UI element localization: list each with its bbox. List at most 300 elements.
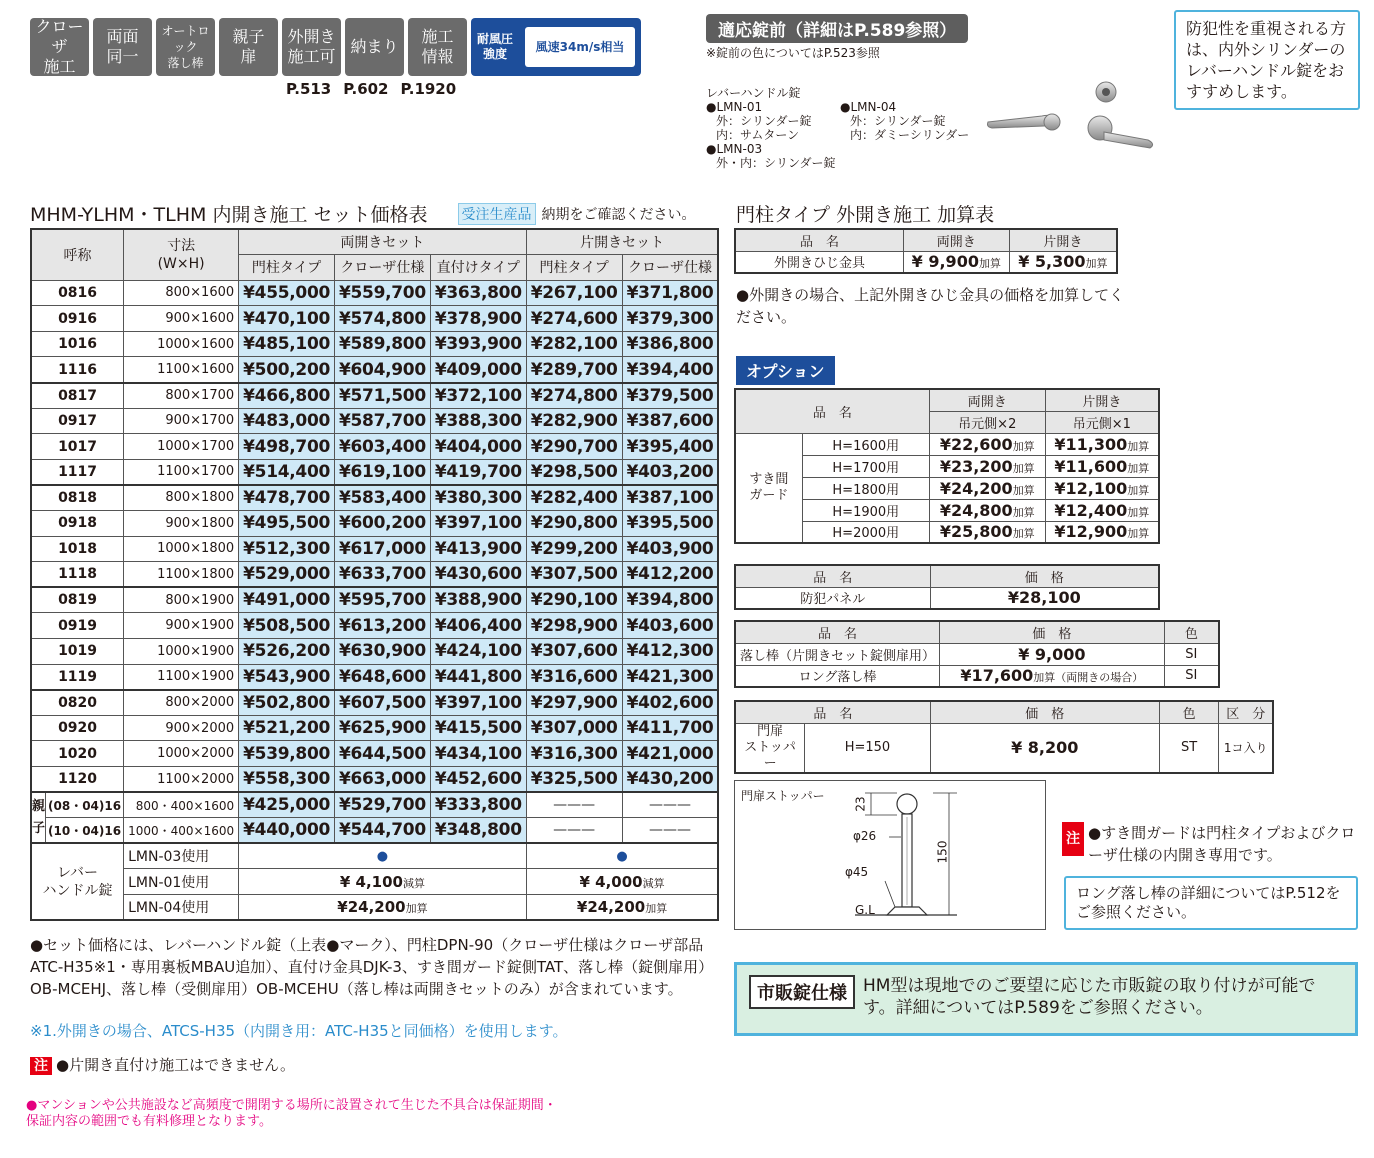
made-to-order-tag: 受注生産品 (458, 203, 536, 225)
row-size: 1000×1600 (124, 331, 239, 357)
gap-label: すき間 ガード (735, 433, 802, 543)
price-cell: ¥455,000 (239, 280, 335, 306)
height-cell: H=1800用 (802, 477, 929, 499)
row-code: 0816 (31, 280, 124, 306)
price-cell: ¥452,600 (430, 766, 526, 792)
price-cell: ¥412,200 (622, 562, 718, 588)
header-double: 両開きセット (239, 229, 527, 255)
header-single: 片開きセット (526, 229, 718, 255)
item-height: H=150 (805, 723, 931, 773)
price-cell: ¥521,200 (239, 715, 335, 741)
price-cell: ¥558,300 (239, 766, 335, 792)
price-cell: ¥613,200 (335, 613, 431, 639)
price-cell: ¥595,700 (335, 587, 431, 613)
price-cell: ¥307,600 (526, 639, 622, 665)
price-cell: ¥502,800 (239, 690, 335, 716)
row-size: 800×1900 (124, 587, 239, 613)
outside-note: ●外開きの場合、上記外開きひじ金具の価格を加算してください。 (736, 286, 1125, 326)
price-cell: ¥419,700 (430, 459, 526, 485)
table-row (31, 306, 718, 332)
price-cell: ¥543,900 (239, 664, 335, 690)
lock-title: 適応錠前（詳細はP.589参照） (706, 14, 968, 43)
feature-badges (30, 18, 641, 76)
item-name: 防犯パネル (735, 587, 930, 609)
lever-handle-image (984, 78, 1164, 158)
price-cell: ¥394,400 (622, 357, 718, 383)
price-cell: ¥495,500 (239, 511, 335, 537)
price-cell: ¥387,600 (622, 408, 718, 434)
price-cell: ¥633,700 (335, 562, 431, 588)
price-cell: ¥333,800 (430, 792, 526, 818)
lever-double: ¥ 4,100減算 (239, 869, 527, 895)
price-cell: ¥371,800 (622, 280, 718, 306)
lever-name: LMN-03使用 (124, 843, 239, 869)
price-cell: ¥ 5,300加算 (1009, 251, 1117, 273)
price-cell: ¥395,500 (622, 511, 718, 537)
row-code: 0919 (31, 613, 124, 639)
color-cell: SI (1164, 665, 1219, 687)
lock-item-lmn01 (706, 100, 836, 170)
table-row (31, 434, 718, 460)
row-size: 1000・400×1600 (124, 818, 239, 844)
panel-table (734, 564, 1160, 610)
dash-cell: ——— (622, 792, 718, 818)
lock-item-lmn04 (840, 100, 969, 142)
diagram-title: 門扉ストッパー (741, 789, 825, 803)
tag-note: 納期をご確認ください。 (541, 206, 696, 223)
lock-note: ※錠前の色についてはP.523参照 (706, 46, 880, 60)
price-cell: ¥544,700 (335, 818, 431, 844)
price-cell: ¥397,100 (430, 690, 526, 716)
price-cell: ¥512,300 (239, 536, 335, 562)
header-color: 色 (1159, 701, 1219, 723)
header-double-sub: 吊元側×2 (929, 411, 1045, 433)
price-cell: ¥363,800 (430, 280, 526, 306)
price-cell: ¥348,800 (430, 818, 526, 844)
lock-group: レバーハンドル錠 (706, 86, 801, 100)
color-cell: ST (1159, 723, 1219, 773)
badge-install-info: 施工 情報 (408, 18, 467, 76)
price-cell: ¥421,300 (622, 664, 718, 690)
header-name: 呼称 (31, 229, 124, 280)
price-cell: ¥282,900 (526, 408, 622, 434)
lock-item-desc: 内：サムターン (716, 128, 800, 142)
badge-both-sides: 両面 同一 (93, 18, 152, 76)
stopper-table (734, 700, 1274, 774)
row-code: 0819 (31, 587, 124, 613)
table-row (31, 818, 718, 844)
header-size: 寸法 (W×H) (124, 229, 239, 280)
table-row (31, 715, 718, 741)
row-code: 1016 (31, 331, 124, 357)
table-row (31, 280, 718, 306)
price-cell: ¥539,800 (239, 741, 335, 767)
header-col: 直付けタイプ (430, 255, 526, 281)
color-cell: SI (1164, 643, 1219, 665)
lever-name: LMN-04使用 (124, 894, 239, 920)
header-color: 色 (1164, 621, 1219, 643)
table-row (31, 383, 718, 409)
row-code: 1120 (31, 766, 124, 792)
price-cell: ¥500,200 (239, 357, 335, 383)
outward-note: ※1.外開きの場合、ATCS-H35（内開き用：ATC-H35と同価格）を使用します。 (30, 1022, 568, 1040)
price-cell: ¥617,000 (335, 536, 431, 562)
row-size: 800×1600 (124, 280, 239, 306)
row-size: 1100×1900 (124, 664, 239, 690)
row-code: 1018 (31, 536, 124, 562)
row-code: 1117 (31, 459, 124, 485)
header-col: 門柱タイプ (526, 255, 622, 281)
header-col: クローザ仕様 (335, 255, 431, 281)
row-size: 800・400×1600 (124, 792, 239, 818)
price-cell: ¥ 9,900加算 (903, 251, 1009, 273)
price-cell: ¥415,500 (430, 715, 526, 741)
header-price: 価 格 (930, 701, 1159, 723)
lever-label: レバー ハンドル錠 (31, 843, 124, 920)
price-cell: ¥25,800加算 (929, 521, 1045, 543)
price-cell: ¥470,100 (239, 306, 335, 332)
header-name: 品 名 (735, 389, 929, 433)
badge-double-door: 親子 扉 (219, 18, 278, 76)
price-cell: ¥299,200 (526, 536, 622, 562)
price-cell: ¥325,500 (526, 766, 622, 792)
price-cell: ¥440,000 (239, 818, 335, 844)
header-name: 品 名 (735, 565, 930, 587)
price-cell: ¥12,400加算 (1045, 499, 1159, 521)
price-cell: ¥388,900 (430, 587, 526, 613)
table-row (31, 664, 718, 690)
price-cell: ¥379,500 (622, 383, 718, 409)
table-row (31, 766, 718, 792)
table-row (31, 485, 718, 511)
price-cell: ¥607,500 (335, 690, 431, 716)
price-cell: ¥589,800 (335, 331, 431, 357)
table-row (31, 843, 718, 869)
price-cell: ¥397,100 (430, 511, 526, 537)
set-contents-note: ●セット価格には、レバーハンドル錠（上表●マーク）、門柱DPN-90（クローザ仕様はクローザ部品ATC-H35※1・専用裏板MBAU追加）、直付け金具DJK-3、すき間ガード錠側TAT、落し棒（錠側扉用）OB-MCEHJ、落し棒（受側扉用）OB-MCEHU（落し棒は両開きセットのみ）が含まれています。 (30, 936, 706, 998)
page-ref: P.1920 (400, 80, 457, 98)
dim-150: 150 (935, 840, 950, 864)
header-single: 片開き (1045, 389, 1159, 411)
dim-26: φ26 (853, 829, 877, 843)
price-cell: ¥498,700 (239, 434, 335, 460)
lever-name: LMN-01使用 (124, 869, 239, 895)
row-size: 1000×2000 (124, 741, 239, 767)
item-name: 外開きひじ金具 (735, 251, 903, 273)
row-size: 800×1800 (124, 485, 239, 511)
dim-23: 23 (853, 796, 868, 812)
price-cell: ¥619,100 (335, 459, 431, 485)
price-cell: ¥274,800 (526, 383, 622, 409)
row-code: 1119 (31, 664, 124, 690)
gap-guard-note-text: ●すき間ガードは門柱タイプおよびクローザ仕様の内開き専用です。 (1088, 824, 1356, 864)
price-cell: ¥393,900 (430, 331, 526, 357)
item-name: 落し棒（片開きセット錠側扉用） (735, 643, 940, 665)
lever-single: ● (526, 843, 718, 869)
badge-autolock: オートロック 落し棒 (156, 18, 215, 76)
price-cell: ¥274,600 (526, 306, 622, 332)
badge-fitting: 納まり (345, 18, 404, 76)
price-cell: ¥571,500 (335, 383, 431, 409)
row-code: 1017 (31, 434, 124, 460)
item-name: ロング落し棒 (735, 665, 940, 687)
warranty-note: ●マンションや公共施設など高頻度で開閉する場所に設置されて生じた不具合は保証期間・保証内容の範囲でも有料修理となります。 (26, 1098, 557, 1129)
price-cell: ¥307,500 (526, 562, 622, 588)
price-cell: ¥17,600加算（両開きの場合） (940, 665, 1165, 687)
price-cell: ¥387,100 (622, 485, 718, 511)
row-code: 0916 (31, 306, 124, 332)
price-cell: ¥298,900 (526, 613, 622, 639)
main-table-title: MHM-YLHM・TLHM 内開き施工 セット価格表 (30, 204, 428, 226)
stopper-drawing (735, 781, 1045, 929)
header-unit: 区 分 (1219, 701, 1273, 723)
table-row (31, 331, 718, 357)
table-row (31, 690, 718, 716)
unit-cell: 1コ入り (1219, 723, 1273, 773)
price-cell: ¥529,700 (335, 792, 431, 818)
price-cell: ¥12,900加算 (1045, 521, 1159, 543)
price-cell: ¥514,400 (239, 459, 335, 485)
price-cell: ¥402,600 (622, 690, 718, 716)
table-row (31, 511, 718, 537)
price-cell: ¥380,300 (430, 485, 526, 511)
row-size: 1000×1700 (124, 434, 239, 460)
price-cell: ¥24,800加算 (929, 499, 1045, 521)
long-bolt-note: ロング落し棒の詳細についてはP.512をご参照ください。 (1064, 876, 1358, 930)
gap-guard-note (1062, 822, 1362, 866)
price-cell: ¥298,500 (526, 459, 622, 485)
caution-note (30, 1054, 295, 1077)
main-price-table (30, 228, 719, 921)
market-lock-box (734, 962, 1358, 1036)
price-cell: ¥282,400 (526, 485, 622, 511)
badge-closer: クローザ 施工 (30, 18, 89, 76)
lock-item-name: ●LMN-04 (840, 100, 897, 114)
price-cell: ¥430,200 (622, 766, 718, 792)
price-cell: ¥ 9,000 (940, 643, 1165, 665)
price-cell: ¥28,100 (930, 587, 1159, 609)
price-cell: ¥425,000 (239, 792, 335, 818)
row-size: 1100×1700 (124, 459, 239, 485)
row-code: (10・04)16 (46, 818, 124, 844)
header-col: 門柱タイプ (239, 255, 335, 281)
outside-title: 門柱タイプ 外開き施工 加算表 (736, 204, 995, 226)
header-double: 両開き (903, 229, 1009, 251)
bolt-table (734, 620, 1220, 688)
row-code: 0820 (31, 690, 124, 716)
price-cell: ¥406,400 (430, 613, 526, 639)
price-cell: ¥441,800 (430, 664, 526, 690)
price-cell: ¥409,000 (430, 357, 526, 383)
caution-mark: 注 (30, 1057, 52, 1075)
price-cell: ¥411,700 (622, 715, 718, 741)
table-row (31, 562, 718, 588)
gap-guard-table (734, 388, 1160, 544)
price-cell: ¥478,700 (239, 485, 335, 511)
table-row (31, 587, 718, 613)
price-cell: ¥24,200加算 (929, 477, 1045, 499)
price-cell: ¥22,600加算 (929, 433, 1045, 455)
price-cell: ¥574,800 (335, 306, 431, 332)
price-cell: ¥508,500 (239, 613, 335, 639)
row-code: 0920 (31, 715, 124, 741)
price-cell: ¥526,200 (239, 639, 335, 665)
page-refs (286, 80, 456, 98)
lock-item-desc: 外・内：シリンダー錠 (716, 156, 836, 170)
table-row (31, 792, 718, 818)
lock-item-desc: 外：シリンダー錠 (850, 114, 946, 128)
lock-item-desc: 外：シリンダー錠 (716, 114, 812, 128)
lever-single: ¥ 4,000減算 (526, 869, 718, 895)
header-name: 品 名 (735, 621, 940, 643)
price-cell: ¥394,800 (622, 587, 718, 613)
dim-45: φ45 (845, 865, 869, 879)
table-row (31, 613, 718, 639)
price-cell: ¥282,100 (526, 331, 622, 357)
price-cell: ¥648,600 (335, 664, 431, 690)
row-size: 900×1600 (124, 306, 239, 332)
row-size: 900×1900 (124, 613, 239, 639)
table-row (31, 869, 718, 895)
row-size: 800×2000 (124, 690, 239, 716)
lock-item-desc: 内：ダミーシリンダー (850, 128, 970, 142)
dash-cell: ——— (526, 818, 622, 844)
row-code: (08・04)16 (46, 792, 124, 818)
page-ref: P.513 (286, 80, 332, 98)
price-cell: ¥603,400 (335, 434, 431, 460)
row-size: 900×2000 (124, 715, 239, 741)
table-row (31, 536, 718, 562)
price-cell: ¥625,900 (335, 715, 431, 741)
price-cell: ¥434,100 (430, 741, 526, 767)
price-cell: ¥316,300 (526, 741, 622, 767)
row-size: 1000×1900 (124, 639, 239, 665)
row-code: 0818 (31, 485, 124, 511)
badge-outward: 外開き 施工可 (282, 18, 341, 76)
row-size: 1100×1800 (124, 562, 239, 588)
row-code: 0917 (31, 408, 124, 434)
price-cell: ¥466,800 (239, 383, 335, 409)
dash-cell: ——— (526, 792, 622, 818)
page-ref: P.602 (343, 80, 389, 98)
header-double: 両開き (929, 389, 1045, 411)
price-cell: ¥403,200 (622, 459, 718, 485)
price-cell: ¥403,600 (622, 613, 718, 639)
row-size: 1000×1800 (124, 536, 239, 562)
badge-wind-strength (471, 18, 641, 76)
price-cell: ¥403,900 (622, 536, 718, 562)
table-row (31, 894, 718, 920)
table-row (735, 433, 1159, 455)
price-cell: ¥644,500 (335, 741, 431, 767)
main-table-header (30, 200, 696, 227)
header-single-sub: 吊元側×1 (1045, 411, 1159, 433)
price-cell: ¥430,600 (430, 562, 526, 588)
price-cell: ¥630,900 (335, 639, 431, 665)
height-cell: H=2000用 (802, 521, 929, 543)
price-cell: ¥388,300 (430, 408, 526, 434)
price-cell: ¥559,700 (335, 280, 431, 306)
row-code: 1019 (31, 639, 124, 665)
lock-item-name: ●LMN-01 (706, 100, 763, 114)
row-size: 900×1800 (124, 511, 239, 537)
lever-double: ● (239, 843, 527, 869)
price-cell: ¥483,000 (239, 408, 335, 434)
price-cell: ¥297,900 (526, 690, 622, 716)
price-cell: ¥404,000 (430, 434, 526, 460)
table-row (31, 639, 718, 665)
height-cell: H=1900用 (802, 499, 929, 521)
height-cell: H=1600用 (802, 433, 929, 455)
row-code: 0817 (31, 383, 124, 409)
row-code: 0918 (31, 511, 124, 537)
row-size: 1100×1600 (124, 357, 239, 383)
price-cell: ¥316,600 (526, 664, 622, 690)
lever-single: ¥24,200加算 (526, 894, 718, 920)
price-cell: ¥290,100 (526, 587, 622, 613)
header-price: 価 格 (930, 565, 1159, 587)
recommend-note: 防犯性を重視される方は、内外シリンダーのレバーハンドル錠をおすすめします。 (1174, 10, 1360, 110)
price-cell: ¥378,900 (430, 306, 526, 332)
price-cell: ¥421,000 (622, 741, 718, 767)
table-row (31, 357, 718, 383)
price-cell: ¥395,400 (622, 434, 718, 460)
price-cell: ¥290,700 (526, 434, 622, 460)
price-cell: ¥379,300 (622, 306, 718, 332)
price-cell: ¥267,100 (526, 280, 622, 306)
lock-item-name: ●LMN-03 (706, 142, 763, 156)
row-code: 1118 (31, 562, 124, 588)
price-cell: ¥663,000 (335, 766, 431, 792)
stopper-diagram (734, 780, 1046, 930)
price-cell: ¥412,300 (622, 639, 718, 665)
price-cell: ¥485,100 (239, 331, 335, 357)
row-code: 1020 (31, 741, 124, 767)
price-cell: ¥424,100 (430, 639, 526, 665)
outside-table (734, 228, 1118, 274)
header-single: 片開き (1009, 229, 1117, 251)
price-cell: ¥600,200 (335, 511, 431, 537)
lever-double: ¥24,200加算 (239, 894, 527, 920)
price-cell: ¥529,000 (239, 562, 335, 588)
row-code: 1116 (31, 357, 124, 383)
price-cell: ¥289,700 (526, 357, 622, 383)
oyako-label: 親子 (31, 792, 46, 843)
price-cell: ¥413,900 (430, 536, 526, 562)
price-cell: ¥583,400 (335, 485, 431, 511)
header-name: 品 名 (735, 229, 903, 251)
table-row (31, 741, 718, 767)
row-size: 1100×2000 (124, 766, 239, 792)
price-cell: ¥372,100 (430, 383, 526, 409)
price-cell: ¥307,000 (526, 715, 622, 741)
table-row (31, 459, 718, 485)
price-cell: ¥23,200加算 (929, 455, 1045, 477)
header-price: 価 格 (940, 621, 1165, 643)
caution-text: ●片開き直付け施工はできません。 (56, 1056, 295, 1074)
price-cell: ¥604,900 (335, 357, 431, 383)
price-cell: ¥386,800 (622, 331, 718, 357)
dash-cell: ——— (622, 818, 718, 844)
item-name: 門扉 ストッパー (735, 723, 805, 773)
table-row (31, 408, 718, 434)
price-cell: ¥ 8,200 (930, 723, 1159, 773)
price-cell: ¥491,000 (239, 587, 335, 613)
price-cell: ¥11,600加算 (1045, 455, 1159, 477)
price-cell: ¥587,700 (335, 408, 431, 434)
wind-label: 耐風圧 強度 (477, 32, 514, 61)
header-name: 品 名 (735, 701, 930, 723)
